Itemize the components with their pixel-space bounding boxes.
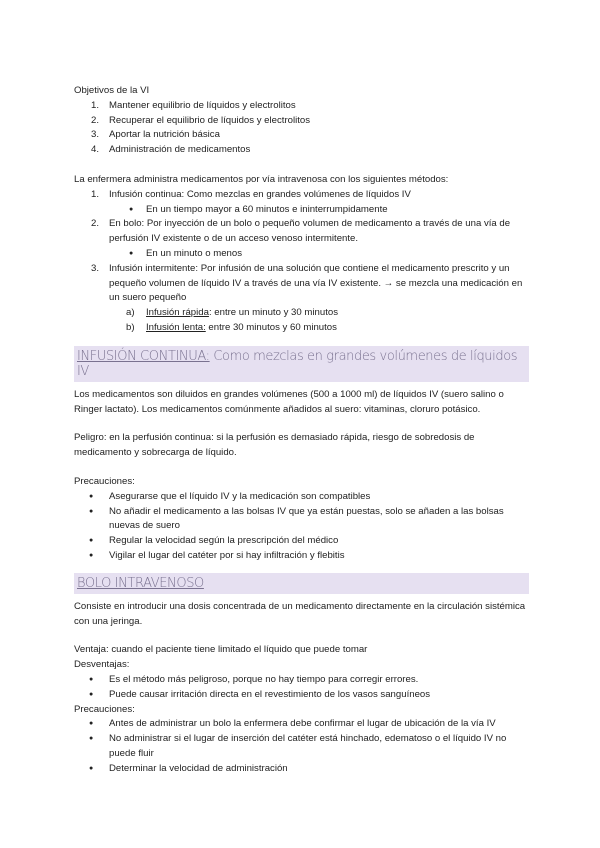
list-item: 1. Infusión continua: Como mezclas en grandes volúmenes de líquidos IV (91, 188, 411, 200)
list-item: 2. En bolo: Por inyección de un bolo o pequeño volumen de medicamento a través de una vía de perfusión IV existente o de un acceso venoso intermitente. (91, 218, 511, 245)
desventajas-list (74, 673, 526, 703)
list-item: ● Puede causar irritación directa en el revestimiento de los vasos sanguíneos (74, 688, 526, 703)
infusion-paragraph: Los medicamentos son diluidos en grandes volúmenes (500 a 1000 ml) de líquidos IV (suero salino o Ringer lactato). Los medicamentos comúnmente añadidos al suero: vitaminas, cloruro potásico. (74, 388, 504, 415)
metodos-list (74, 188, 526, 203)
sub-list (74, 247, 526, 262)
list-item: ● Regular la velocidad según la prescripción del médico (74, 534, 526, 549)
list-item: ● En un tiempo mayor a 60 minutos e ininterrumpidamente (74, 203, 526, 218)
bolo-precauciones-title: Precauciones: (74, 703, 135, 715)
precauciones-title: Precauciones: (74, 475, 135, 487)
list-item: ● Es el método más peligroso, porque no hay tiempo para corregir errores. (74, 673, 526, 688)
desventajas-title: Desventajas: (74, 659, 130, 671)
list-item: ● No añadir el medicamento a las bolsas IV que ya están puestas, solo se añaden a las bolsas nuevas de suero (74, 505, 526, 535)
alpha-list (74, 306, 526, 336)
bolo-precauciones-list (74, 717, 526, 776)
ventaja-text: Ventaja: cuando el paciente tiene limitado el líquido que puede tomar (74, 644, 368, 656)
list-item: b) Infusión lenta: entre 30 minutos y 60 minutos (126, 321, 337, 333)
document-page (74, 84, 526, 776)
peligro-paragraph: Peligro: en la perfusión continua: si la perfusión es demasiado rápida, riesgo de sobredosis de medicamento y sobrecarga de líquido. (74, 432, 475, 459)
list-item: 3. Infusión intermitente: Por infusión de una solución que contiene el medicamento prescrito y un pequeño volumen de líquido IV a través de una vía IV existente. → se mezcla una medicación en un suero pequeño (91, 262, 523, 304)
list-item: ● No administrar si el lugar de inserción del catéter está hinchado, edematoso o el líquido IV no puede fluir (74, 732, 526, 762)
list-item: 1. Mantener equilibrio de líquidos y electrolitos (91, 99, 296, 111)
metodos-list-2 (74, 217, 526, 247)
list-item: 2. Recuperar el equilibrio de líquidos y electrolitos (91, 114, 311, 126)
list-item: a) Infusión rápida: entre un minuto y 30 minutos (126, 307, 338, 319)
metodos-list-3 (74, 262, 526, 306)
precauciones-list (74, 490, 526, 564)
section-heading-infusion-continua: INFUSIÓN CONTINUA: Como mezclas en grandes volúmenes de líquidos IV (74, 346, 529, 382)
objetivos-title: Objetivos de la VI (74, 85, 150, 96)
list-item: ● Antes de administrar un bolo la enfermera debe confirmar el lugar de ubicación de la vía IV (74, 717, 526, 732)
list-item: ● En un minuto o menos (74, 247, 526, 262)
section-heading-bolo: BOLO INTRAVENOSO (74, 573, 529, 594)
bolo-paragraph: Consiste en introducir una dosis concentrada de un medicamento directamente en la circulación sistémica con una jeringa. (74, 600, 526, 627)
list-item: 3. Aportar la nutrición básica (91, 129, 220, 141)
objetivos-list (74, 99, 526, 158)
list-item: ● Vigilar el lugar del catéter por si hay infiltración y flebitis (74, 549, 526, 564)
list-item: ● Asegurarse que el líquido IV y la medicación son compatibles (74, 490, 526, 505)
list-item: ● Determinar la velocidad de administración (74, 762, 526, 777)
sub-list (74, 203, 526, 218)
list-item: 4. Administración de medicamentos (91, 144, 251, 156)
metodos-intro: La enfermera administra medicamentos por vía intravenosa con los siguientes métodos: (74, 173, 449, 185)
